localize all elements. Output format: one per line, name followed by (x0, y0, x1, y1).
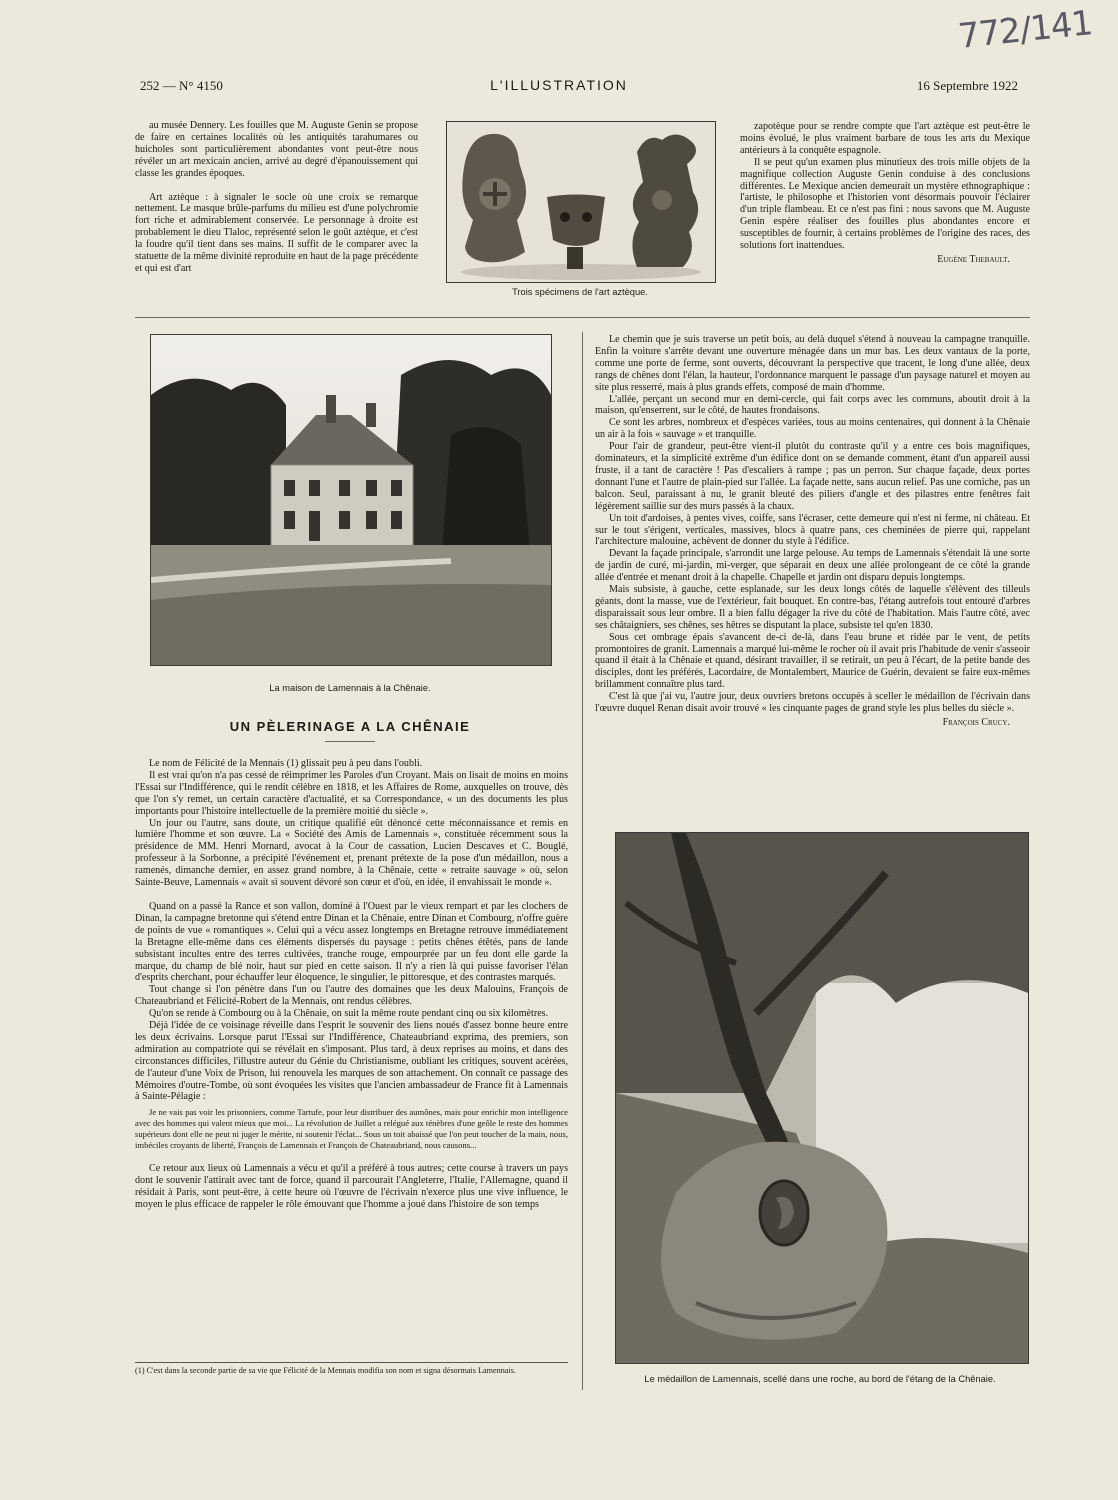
paragraph: Le nom de Félicité de la Mennais (1) glissait peu à peu dans l'oubli. (149, 758, 423, 769)
aztec-artifacts-image (447, 122, 715, 282)
signature: Eugène Thebault. (937, 253, 1010, 265)
paragraph: L'allée, perçant un second mur en demi-cercle, qui fait corps avec les communs, aboutit droit à la maison, qu'enserrent, sur le côté, de hautes frondaisons. (595, 393, 1030, 417)
masthead: L'ILLUSTRATION (490, 77, 628, 93)
section-divider (135, 317, 1030, 318)
paragraph: Qu'on se rende à Combourg ou à la Chênaie, on suit la même route pendant cinq ou six kilomètres. (149, 1008, 549, 1020)
house-figure-caption: La maison de Lamennais à la Chênaie. (269, 683, 431, 693)
signature: François Crucy. (942, 717, 1010, 728)
paragraph: Mais subsiste, à gauche, cette esplanade, sur les deux longs côtés de laquelle s'élèvent des tilleuls géants, dont la masse, vue de l'extérieur, fait bouquet. En contre-bas, l'étang autrefois tout entouré d'arbres disparaissait sous leur ombre. Il a bien fallu dégager la rive du côté de l'habitation. Mais l'autre côté, avec ses châtaigniers, ses chênes, ses hêtres se disputant la place, subsiste tel qu'en 1830. (595, 584, 1030, 631)
top-left-column (135, 120, 418, 275)
medallion-image (616, 833, 1028, 1363)
paragraph: Il est vrai qu'on n'a pas cessé de réimprimer les Paroles d'un Croyant. Mais on lisait de moins en moins l'Essai sur l'Indifférence, qui le rendit célèbre en 1818, et les Affaires de Rome, auxquelles on trouve, dès que l'on s'y remet, un certain caractère d'actualité, et sa Correspondance, « un des documents les plus importants pour l'histoire intellectuelle de la première moitié du siècle ». (135, 769, 568, 817)
paragraph: Tout change si l'on pénètre dans l'un ou l'autre des domaines que les deux Malouins, François de Chateaubriand et Félicité-Robert de la Mennais, ont rendus célèbres. (135, 984, 568, 1008)
paragraph: au musée Dennery. Les fouilles que M. Auguste Genin se propose de faire en certaines localités où les antiquités tarahumares ou huicholes sont particulièrement abondantes vont peut-être nous révéler un art mexicain ancien, arrivé au degré d'épanouissement qui classe les grandes époques. (135, 120, 418, 179)
aztec-artifacts-photo (446, 121, 716, 283)
article-title: UN PÈLERINAGE A LA CHÊNAIE (229, 719, 471, 734)
paragraph: Le chemin que je suis traverse un petit bois, au delà duquel s'étend à nouveau la campagne tranquille. Enfin la voiture s'arrête devant une ouverture ménagée dans un mur bas. Les deux vantaux de la porte, comme une porte de ferme, sont ouverts, découvrant la perspective que tracent, le long d'une allée, deux rangs de chênes dont l'élan, la hauteur, l'ordonnance marquent le passage d'un paysage naturel et moyen au site plus resserré, mais à plus grands effets, composé de main d'homme. (595, 334, 1030, 393)
paragraph: C'est là que j'ai vu, l'autre jour, deux ouvriers bretons occupés à sceller le médaillon de l'écrivain dans l'œuvre duquel Renan disait avoir trouvé « les cinquante pages de grand style les plus belles du siècle ». (595, 691, 1030, 715)
medallion-photo (615, 832, 1029, 1364)
quotation: Je ne vais pas voir les prisonniers, comme Tartufe, pour leur distribuer des aumônes, mais pour enrichir mon intelligence avec des hommes qui valent mieux que moi... La révolution de Juillet a relégué aux ténèbres d'une geôle le reste des hommes supérieurs dont elle ne peut ni juger le mérite, ni soutenir l'éclat... Sous un toit abaissé que l'on peut toucher de la main, nous, imbéciles croyants de liberté, François de Lamennais et François de Chateaubriand, nous causons... (135, 1107, 568, 1151)
paragraph: Devant la façade principale, s'arrondit une large pelouse. Au temps de Lamennais s'étendait là une sorte de jardin de curé, mi-jardin, mi-verger, que séparait en deux une allée prolongeant de ce côté la grande allée d'entrée et menant droit à la chapelle. Chapelle et jardin ont disparu depuis longtemps. (595, 548, 1030, 584)
paragraph: Un jour ou l'autre, sans doute, un critique qualifié eût dénoncé cette méconnaissance et remis en lumière l'homme et son œuvre. La « Société des Amis de Lamennais », constituée récemment sous la présidence de MM. Henri Mornard, avocat à la Cour de cassation, Lucien Descaves et C. Bouglé, professeur à la Sorbonne, a précipité l'événement et, prenant prétexte de la pose d'un médaillon, nous a ramenés, dimanche dernier, en assez grand nombre, à la Chênaie, cette « retraite sauvage » où, selon Sainte-Beuve, Lamennais « avait si souvent dévoré son cœur et d'où, en idée, il envahissait le monde ». (135, 817, 568, 889)
article-right-column (595, 334, 1030, 729)
paragraph: zapotèque pour se rendre compte que l'art aztèque est peut-être le moins évolué, le plus vraiment barbare de tous les arts du Mexique antérieurs à la conquête espagnole. (740, 121, 1030, 156)
house-photo (150, 334, 552, 666)
paragraph: Ce sont les arbres, nombreux et d'espèces variées, tous au moins centenaires, qui donnent à la Chênaie un air à la fois « sauvage » et tranquille. (595, 417, 1030, 441)
paragraph: Déjà l'idée de ce voisinage réveille dans l'esprit le souvenir des liens noués d'assez bonne heure entre les deux écrivains. Lorsque parut l'Essai sur l'Indifférence, Chateaubriand exprima, des premiers, son admiration au compatriote qui se révélait en s'imposant. Plus tard, à deux reprises au moins, et dans des circonstances difficiles, l'illustre auteur du Génie du Christianisme, oubliant les critiques, souvent acérées, de l'auteur d'une Voix de Prison, lui renouvela les marques de son attachement. On connaît ce passage des Mémoires d'outre-Tombe, où sont évoquées les visites que l'ancien ambassadeur de France fit à Lamennais à Sainte-Pélagie : (135, 1020, 568, 1103)
paragraph: Ce retour aux lieux où Lamennais a vécu et qu'il a préféré à tous autres; cette course à travers un pays dont le souvenir l'attirait avec tant de force, quand il parcourait l'Angleterre, l'Italie, l'Allemagne, quand il résidait à Paris, sont peut-être, à cette heure où l'œuvre de l'écrivain n'exerce plus une vive influence, le moyen le plus efficace de rappeler le rôle émouvant que l'homme a joué dans l'histoire de son temps (135, 1163, 568, 1211)
paragraph: Sous cet ombrage épais s'avancent de-ci de-là, dans l'eau brune et ridée par le vent, de petits promontoires de granit. Lamennais a marqué lui-même le rocher où il avait pris l'habitude de venir s'asseoir quand il était à la Chênaie et quand, désirant travailler, il se retirait, un peu à l'écart, de la petite bande des disciples, dont les préférés, Lacordaire, de Montalembert, Maurice de Guérin, devaient se faire eux-mêmes brillamment connaître plus tard. (595, 631, 1030, 691)
column-divider (582, 332, 583, 1390)
page-number: 252 — N° 4150 (140, 78, 223, 93)
paragraph: Pour l'air de grandeur, peut-être vient-il plutôt du contraste qu'il y a entre ces bois magnifiques, dominateurs, et la simplicité extrême d'un édifice dont on se demande comment, étant d'un appareil aussi fruste, il a tant de caractère ! Pas d'escaliers à rampe ; pas un perron. Sur chaque façade, deux portes donnant l'une et l'autre de plain-pied sur l'allée. La façade nette, sans aucun relief. Pas une corniche, pas un balcon. Seul, paraissant à nu, le granit bleuté des piliers d'angle et des pilastres entre fenêtres fait légèrement saillie sur des murs passés à la chaux. (595, 441, 1030, 512)
issue-date: 16 Septembre 1922 (916, 78, 1018, 93)
article-left-column (135, 758, 568, 1211)
paragraph: Il se peut qu'un examen plus minutieux des trois mille objets de la magnifique collection Auguste Genin conduise à des conclusions différentes. Le Mexique ancien demeurait un mystère ethnographique : l'artiste, le philosophe et l'historien vont désormais pouvoir l'éclairer d'un triple flambeau. Et ce n'est pas fini : nous savons que M. Auguste Genin espère réaliser des fouilles plus abondantes encore et susceptibles de fournir, à certains problèmes de l'origine des races, des solutions fort inattendues. (740, 156, 1030, 252)
medallion-figure-caption: Le médaillon de Lamennais, scellé dans une roche, au bord de l'étang de la Chênaie. (644, 1374, 996, 1384)
house-image (151, 335, 551, 665)
title-rule (325, 741, 375, 742)
aztec-figure-caption: Trois spécimens de l'art aztèque. (512, 287, 648, 297)
paragraph: Art aztèque : à signaler le socle où une croix se remarque nettement. Le masque brûle-parfums du milieu est d'une polychromie fort riche et admirablement conservée. Le personnage à droite est probablement le dieu Tlaloc, représenté selon le goût aztèque, et c'est la foudre qu'il tient dans ses mains. Il suffit de le comparer avec la statuette de la même divinité reproduite en haut de la page précédente et qui est d'art (135, 191, 418, 274)
paragraph: Un toit d'ardoises, à pentes vives, coiffe, sans l'écraser, cette demeure qui n'est ni ferme, ni château. Et sur le tout s'érigent, verticales, massives, blocs à quatre pans, ces cheminées de pierre qui, rappelant l'architecture malouine, achèvent de donner du style à l'édifice. (595, 512, 1030, 548)
paragraph: Quand on a passé la Rance et son vallon, dominé à l'Ouest par le vieux rempart et par les clochers de Dinan, la campagne bretonne qui s'étend entre Dinan et la Chênaie, entre Dinan et Combourg, n'offre guère de points de vue « romantiques ». Celui qui a vécu assez longtemps en Bretagne retrouve immédiatement la Bretagne elle-même dans ces éléments dispersés du paysage : petits chênes étêtés, pans de lande subsistant incultes entre des terres cultivées, tranche rouge, empourprée par un feu dont elle garde la marque, du champ de blé noir, haut sur pied en cette saison. Il n'y a rien là qui puisse favoriser l'élan d'esprits cherchant, pour échauffer leur éloquence, le singulier, le pittoresque, et des contrastes marqués. (135, 900, 568, 984)
archive-handwritten-mark: 772/141 (956, 3, 1094, 57)
footnote: (1) C'est dans la seconde partie de sa vie que Félicité de la Mennais modifia son nom et signa désormais Lamennais. (135, 1362, 568, 1377)
top-right-column (740, 121, 1030, 266)
